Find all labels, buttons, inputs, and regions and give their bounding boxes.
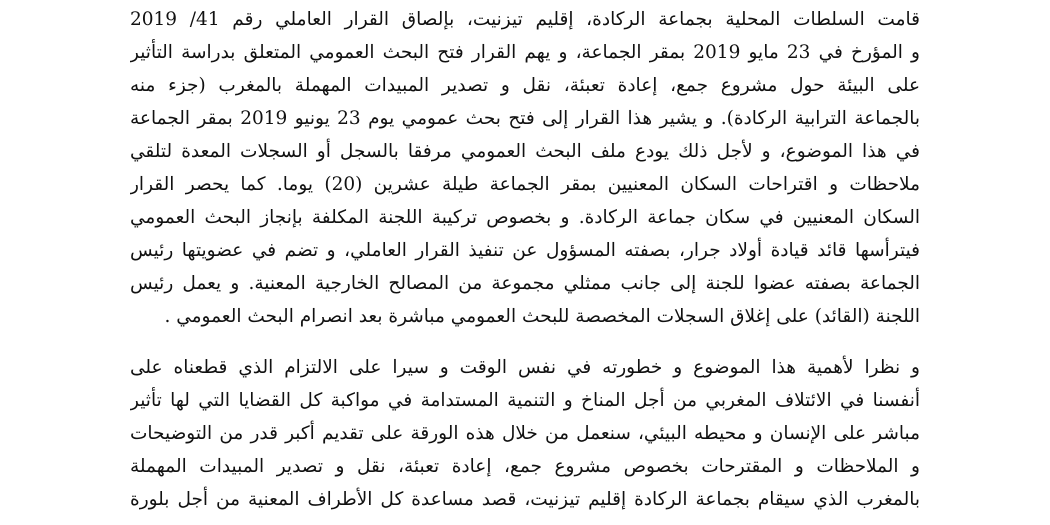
text-line: قامت السلطات المحلية بجماعة الركادة، إقليم تيزنيت، بإلصاق القرار العاملي رقم 41/ 2019: [130, 9, 920, 30]
text-line: في هذا الموضوع، و لأجل ذلك يودع ملف البحث العمومي مرفقا بالسجل أو السجلات المعدة لتلقي: [130, 141, 920, 162]
text-line: و الملاحظات و المقترحات بخصوص مشروع جمع، إعادة تعبئة، نقل و تصدير المبيدات المهملة: [130, 456, 920, 477]
text-line: بالجماعة الترابية الركادة). و يشير هذا القرار إلى فتح بحث عمومي يوم 23 يونيو 2019 بمقر الجماعة: [130, 108, 920, 129]
text-line: على البيئة حول مشروع جمع، إعادة تعبئة، نقل و تصدير المبيدات المهملة بالمغرب (جزء منه: [130, 75, 920, 96]
text-line: الجماعة بصفته عضوا للجنة إلى جانب ممثلي مجموعة من المصالح الخارجية المعنية. و يعمل رئيس: [130, 273, 920, 294]
text-line: أنفسنا في الائتلاف المغربي من أجل المناخ و التنمية المستدامة في مواكبة كل القضايا التي لها تأثير: [130, 390, 920, 411]
text-line: السكان المعنيين في سكان جماعة الركادة. و بخصوص تركيبة اللجنة المكلفة بإنجاز البحث العمومي: [130, 207, 920, 228]
text-line: مباشر على الإنسان و محيطه البيئي، سنعمل من خلال هذه الورقة على تقديم أكبر قدر من التوضيحات: [130, 423, 920, 444]
text-line: و نظرا لأهمية هذا الموضوع و خطورته في نفس الوقت و سيرا على الالتزام الذي قطعناه على: [130, 357, 920, 378]
text-line: و المؤرخ في 23 مايو 2019 بمقر الجماعة، و يهم القرار فتح البحث العمومي المتعلق بدراسة التأثير: [130, 42, 920, 63]
text-line: ملاحظات و اقتراحات السكان المعنيين بمقر الجماعة طيلة عشرين (20) يوما. كما يحصر القرار: [130, 174, 920, 195]
text-line: بالمغرب الذي سيقام بجماعة الركادة إقليم تيزنيت، قصد مساعدة كل الأطراف المعنية من أجل بلورة: [130, 489, 920, 510]
paragraph-public-inquiry: [130, 3, 920, 333]
text-line: فيترأسها قائد قيادة أولاد جرار، بصفته المسؤول عن تنفيذ القرار العاملي، و تضم في عضويتها رئيس: [130, 240, 920, 261]
paragraph-coalition-position: [130, 351, 920, 516]
text-line: اللجنة (القائد) على إغلاق السجلات المخصصة للبحث العمومي مباشرة بعد انصرام البحث العمومي .: [164, 306, 920, 327]
